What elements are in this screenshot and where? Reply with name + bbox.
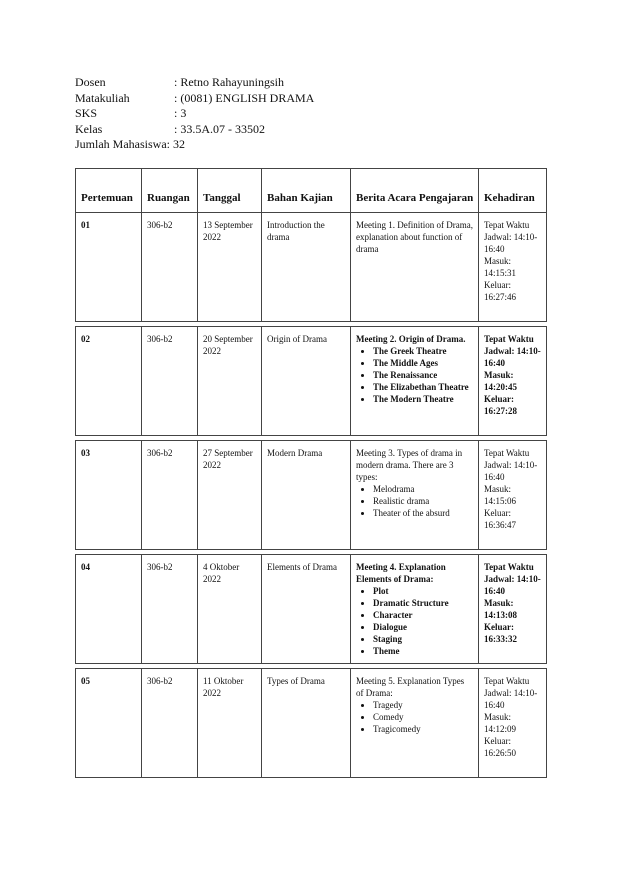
topic-item: • Comedy — [373, 711, 473, 723]
cell-pertemuan: 05 — [76, 669, 142, 778]
kehadiran-line: Jadwal: 14:10-16:40 — [484, 346, 541, 368]
header-tanggal: Tanggal — [198, 169, 262, 213]
info-kelas: Kelas : 33.5A.07 - 33502 — [75, 121, 265, 136]
cell-tanggal: 4 Oktober 2022 — [198, 555, 262, 664]
topic-item: • Staging — [373, 633, 473, 645]
berita-text: Meeting 2. Origin of Drama. — [356, 334, 466, 344]
header-kehadiran: Kehadiran — [479, 169, 547, 213]
kehadiran-line: Tepat Waktu — [484, 334, 534, 344]
cell-tanggal: 11 Oktober 2022 — [198, 669, 262, 778]
topic-item: • Dialogue — [373, 621, 473, 633]
cell-pertemuan: 04 — [76, 555, 142, 664]
table-row — [76, 441, 547, 550]
course-info — [75, 75, 314, 153]
topic-item: • The Elizabethan Theatre — [373, 381, 473, 393]
cell-berita-acara — [351, 441, 479, 550]
header-ruangan: Ruangan — [142, 169, 198, 213]
topic-list — [356, 585, 473, 657]
kehadiran-line: Masuk: 14:15:31 — [484, 256, 517, 278]
topic-item: • The Middle Ages — [373, 357, 473, 369]
cell-bahan-kajian: Modern Drama — [262, 441, 351, 550]
cell-tanggal: 20 September 2022 — [198, 327, 262, 436]
table-row — [76, 669, 547, 778]
info-jumlah-mahasiswa: Jumlah Mahasiswa : 32 — [75, 137, 185, 151]
topic-item: • Tragedy — [373, 699, 473, 711]
header-berita-acara: Berita Acara Pengajaran — [351, 169, 479, 213]
cell-kehadiran — [479, 669, 547, 778]
table-row — [76, 555, 547, 664]
cell-ruangan: 306-b2 — [142, 213, 198, 322]
topic-list — [356, 345, 473, 405]
cell-bahan-kajian: Elements of Drama — [262, 555, 351, 664]
kehadiran-line: Masuk: 14:12:09 — [484, 712, 517, 734]
kehadiran-line: Tepat Waktu — [484, 562, 534, 572]
kehadiran-line: Keluar: 16:36:47 — [484, 508, 517, 530]
kehadiran-line: Tepat Waktu — [484, 676, 530, 686]
topic-list — [356, 699, 473, 735]
table-row — [76, 327, 547, 436]
attendance-table — [75, 168, 547, 778]
cell-berita-acara — [351, 327, 479, 436]
header-pertemuan: Pertemuan — [76, 169, 142, 213]
kehadiran-line: Jadwal: 14:10-16:40 — [484, 688, 538, 710]
cell-bahan-kajian: Types of Drama — [262, 669, 351, 778]
topic-item: • The Greek Theatre — [373, 345, 473, 357]
topic-item: • Character — [373, 609, 473, 621]
kehadiran-line: Jadwal: 14:10-16:40 — [484, 460, 538, 482]
berita-text: Meeting 1. Definition of Drama, explanation about function of drama — [356, 220, 473, 254]
cell-ruangan: 306-b2 — [142, 327, 198, 436]
cell-pertemuan: 02 — [76, 327, 142, 436]
kehadiran-line: Keluar: 16:27:28 — [484, 394, 517, 416]
info-dosen: Dosen : Retno Rahayuningsih — [75, 75, 284, 89]
info-matakuliah: Matakuliah : (0081) ENGLISH DRAMA — [75, 90, 315, 105]
kehadiran-line: Masuk: 14:15:06 — [484, 484, 517, 506]
cell-bahan-kajian: Introduction the drama — [262, 213, 351, 322]
kehadiran-line: Keluar: 16:33:32 — [484, 622, 517, 644]
berita-text: Meeting 5. Explanation Types of Drama: — [356, 676, 465, 698]
cell-kehadiran — [479, 441, 547, 550]
topic-item: • Theme — [373, 645, 473, 657]
topic-item: • Melodrama — [373, 483, 473, 495]
cell-pertemuan: 01 — [76, 213, 142, 322]
header-bahan-kajian: Bahan Kajian — [262, 169, 351, 213]
cell-ruangan: 306-b2 — [142, 669, 198, 778]
topic-list — [356, 483, 473, 519]
cell-berita-acara — [351, 669, 479, 778]
topic-item: • Realistic drama — [373, 495, 473, 507]
kehadiran-line: Keluar: 16:27:46 — [484, 280, 517, 302]
topic-item: • The Modern Theatre — [373, 393, 473, 405]
kehadiran-line: Keluar: 16:26:50 — [484, 736, 517, 758]
cell-berita-acara — [351, 555, 479, 664]
kehadiran-line: Masuk: 14:20:45 — [484, 370, 517, 392]
kehadiran-line: Jadwal: 14:10-16:40 — [484, 232, 538, 254]
cell-kehadiran — [479, 327, 547, 436]
cell-kehadiran — [479, 555, 547, 664]
cell-kehadiran — [479, 213, 547, 322]
info-sks: SKS : 3 — [75, 106, 187, 120]
cell-pertemuan: 03 — [76, 441, 142, 550]
cell-berita-acara — [351, 213, 479, 322]
topic-item: • The Renaissance — [373, 369, 473, 381]
kehadiran-line: Tepat Waktu — [484, 448, 530, 458]
topic-item: • Tragicomedy — [373, 723, 473, 735]
cell-ruangan: 306-b2 — [142, 441, 198, 550]
cell-ruangan: 306-b2 — [142, 555, 198, 664]
topic-item: • Theater of the absurd — [373, 507, 473, 519]
kehadiran-line: Tepat Waktu — [484, 220, 530, 230]
kehadiran-line: Masuk: 14:13:08 — [484, 598, 517, 620]
topic-item: • Dramatic Structure — [373, 597, 473, 609]
table-header-row — [76, 169, 547, 213]
berita-text: Meeting 4. Explanation Elements of Drama: — [356, 562, 446, 584]
cell-tanggal: 13 September 2022 — [198, 213, 262, 322]
cell-tanggal: 27 September 2022 — [198, 441, 262, 550]
kehadiran-line: Jadwal: 14:10-16:40 — [484, 574, 541, 596]
berita-text: Meeting 3. Types of drama in modern drama. There are 3 types: — [356, 448, 463, 482]
cell-bahan-kajian: Origin of Drama — [262, 327, 351, 436]
topic-item: • Plot — [373, 585, 473, 597]
table-row — [76, 213, 547, 322]
